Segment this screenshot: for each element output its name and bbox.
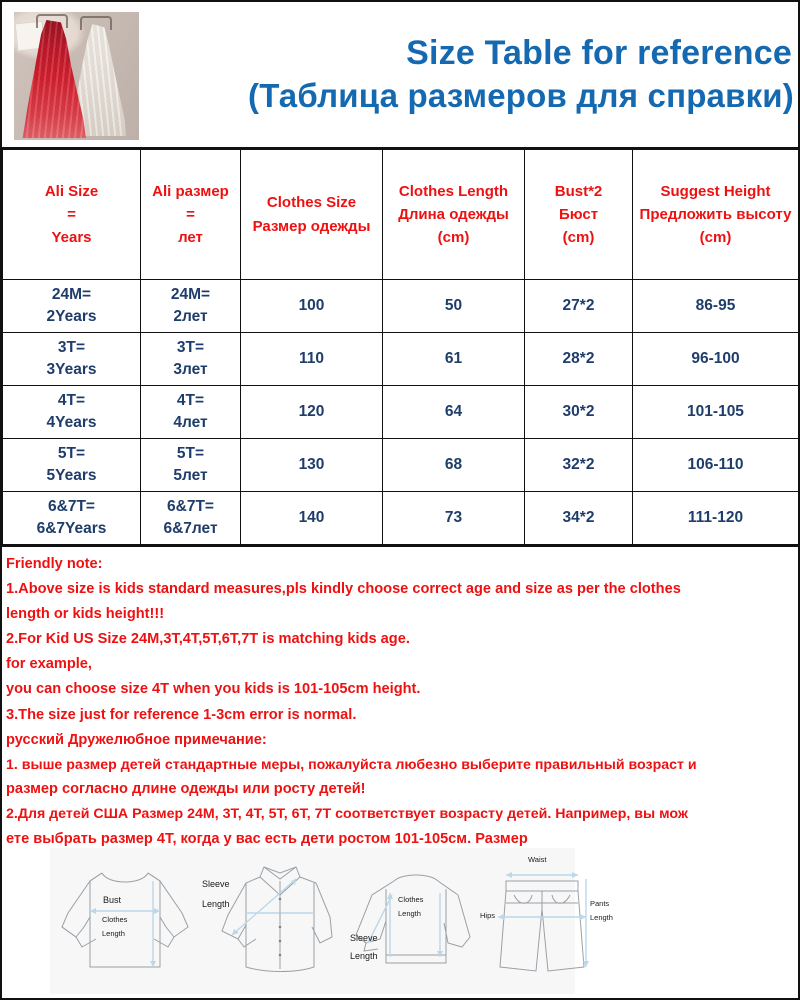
cell-line: 24M= [170,285,211,303]
note-line: for example, [6,656,92,673]
shirt-icon [200,851,350,991]
table-row [3,492,799,545]
note-line: 3.The size just for reference 1-3cm error is normal. [6,706,357,723]
header-line: Предложить высоту [639,205,792,223]
header-line: лет [178,229,203,247]
cell-line: 2лет [173,308,208,325]
note-line: ете выбрать размер 4Т, когда у вас есть дети ростом 101-105см. Размер [6,830,528,847]
label-clothes-length: Length [102,929,125,938]
header-line: Bust*2 [554,182,603,200]
note-line: length or kids height!!! [6,606,165,623]
cell-ali-razmer [141,439,241,492]
cell-ali-razmer [141,280,241,333]
friendly-note-block [2,545,798,879]
cell-line: 4Years [46,414,97,431]
cell-clothes-length: 73 [383,492,525,545]
cell-clothes-size: 140 [241,492,383,545]
cell-bust: 34*2 [525,492,633,545]
cell-line: 5T= [176,444,205,462]
cell-suggest-height: 96-100 [633,333,799,386]
cell-line: 3Years [46,361,97,378]
cell-suggest-height: 111-120 [633,492,799,545]
label-hips: Hips [480,911,496,920]
column-header-ali-size [3,150,141,280]
measurement-illustrations [2,848,798,996]
cell-suggest-height: 106-110 [633,439,799,492]
cell-clothes-length: 64 [383,386,525,439]
header-line: Ali Size [44,182,99,200]
cell-line: 5T= [57,444,86,462]
cell-clothes-size: 100 [241,280,383,333]
header-line: = [186,205,195,223]
cell-ali-size [3,439,141,492]
note-line: you can choose size 4T when you kids is 101-105cm height. [6,681,421,698]
figure-sweatshirt [350,851,480,991]
cell-line: 3лет [173,361,208,378]
cell-clothes-length: 68 [383,439,525,492]
cell-clothes-size: 120 [241,386,383,439]
cell-clothes-size: 130 [241,439,383,492]
header-line: = [67,205,76,223]
size-table-header [3,150,799,280]
label-sleeve-length: Sleeve [202,879,230,889]
table-row [3,280,799,333]
illustration-band [50,848,613,994]
cell-bust: 28*2 [525,333,633,386]
column-header-clothes-length [383,150,525,280]
label-pants-length: Length [590,913,613,922]
label-sleeve-length: Sleeve [350,933,378,943]
cell-ali-size [3,386,141,439]
header-line: Suggest Height [660,182,771,200]
label-clothes-length: Clothes [102,915,128,924]
cell-ali-size [3,492,141,545]
cell-ali-razmer [141,333,241,386]
cell-line: 6&7T= [48,497,95,515]
label-pants-length: Pants [590,899,610,908]
cell-ali-razmer [141,492,241,545]
header-line: (cm) [699,229,732,247]
cell-line: 3T= [176,338,205,356]
label-bust: Bust [103,895,122,905]
cell-line: 3T= [57,338,86,356]
header-line: Years [51,229,92,247]
note-line: размер согласно длине одежды или росту детей! [6,781,366,798]
cell-line: 6&7T= [167,497,214,515]
cell-line: 6&7Years [36,520,107,537]
cell-clothes-length: 61 [383,333,525,386]
note-line: 2.Для детей США Размер 24М, 3Т, 4Т, 5Т, 6Т, 7Т соответствует возрасту детей. Например, вы мож [6,806,688,823]
column-header-clothes-size [241,150,383,280]
cell-ali-size [3,333,141,386]
header-line: Clothes Size [266,194,357,212]
label-clothes-length: Length [398,909,421,918]
cell-line: 4T= [57,391,86,409]
cell-line: 6&7лет [163,520,218,537]
cell-line: 4лет [173,414,208,431]
banner-title-group [2,2,798,147]
cell-ali-size [3,280,141,333]
banner-title-english: Size Table for reference [406,33,792,72]
note-line: 2.For Kid US Size 24M,3T,4T,5T,6T,7T is matching kids age. [6,631,410,648]
header-line: Ali размер [152,182,229,200]
label-waist: Waist [528,855,547,864]
header-line: (cm) [437,229,470,247]
table-row [3,439,799,492]
cell-suggest-height: 86-95 [633,280,799,333]
cell-bust: 30*2 [525,386,633,439]
cell-line: 4T= [176,391,205,409]
cell-line: 5Years [46,467,97,484]
size-table [2,149,799,545]
column-header-suggest-height [633,150,799,280]
size-table-body [3,280,799,545]
note-line: русский Дружелюбное примечание: [6,731,267,748]
column-header-ali-razmer [141,150,241,280]
header-line: Длина одежды [398,205,509,223]
cell-clothes-length: 50 [383,280,525,333]
note-line: 1. выше размер детей стандартные меры, пожалуйста любезно выберите правильный возраст и [6,756,697,773]
figure-shirt [200,851,350,991]
table-row [3,386,799,439]
header-line: Размер одежды [252,217,371,235]
header-line: (cm) [562,229,595,247]
cell-line: 2Years [46,308,97,325]
cell-line: 5лет [173,467,208,484]
table-row [3,333,799,386]
figure-pants [480,851,612,991]
cell-line: 24M= [51,285,92,303]
figure-sweater [50,851,200,991]
header-banner [2,2,798,149]
cell-ali-razmer [141,386,241,439]
label-sleeve-length: Length [202,899,230,909]
cell-clothes-size: 110 [241,333,383,386]
note-line: 1.Above size is kids standard measures,pls kindly choose correct age and size as per the clothes [6,581,681,598]
label-clothes-length: Clothes [398,895,424,904]
column-header-bust [525,150,633,280]
header-line: Clothes Length [398,182,509,200]
note-line: Friendly note: [6,556,103,572]
cell-bust: 32*2 [525,439,633,492]
cell-suggest-height: 101-105 [633,386,799,439]
header-line: Бюст [558,205,599,223]
cell-bust: 27*2 [525,280,633,333]
table-header-row [3,150,799,280]
banner-title-russian: (Таблица размеров для справки) [248,77,794,115]
sweatshirt-icon [350,851,480,991]
label-sleeve-length: Length [350,951,378,961]
